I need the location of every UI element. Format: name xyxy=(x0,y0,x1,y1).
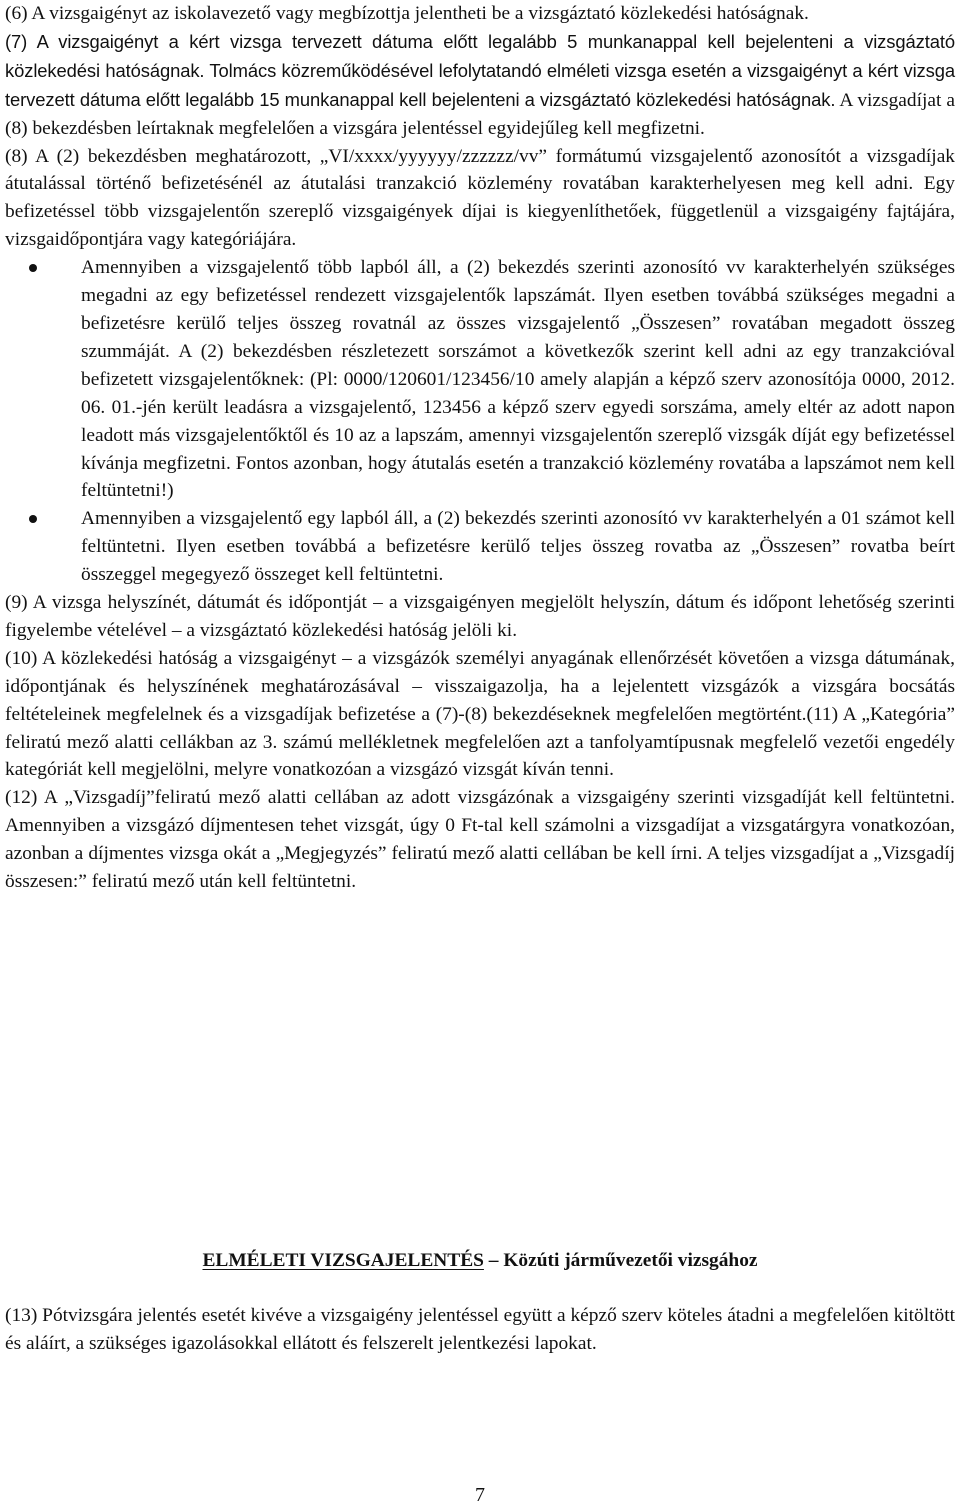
paragraph-6: (6) A vizsgaigényt az iskolavezető vagy megbízottja jelentheti be a vizsgáztató közlekedési hatóságnak. xyxy=(5,3,809,24)
paragraph-13: (13) Pótvizsgára jelentés esetét kivéve a vizsgaigény jelentéssel együtt a képző szerv köteles átadni a megfelelően kitöltött és aláírt, a szükséges igazolásokkal ellátott és felszerelt jelentkezési lapokat. xyxy=(5,1305,955,1354)
section-13 xyxy=(5,1302,955,1358)
section-heading xyxy=(5,1247,955,1275)
bullet-text: Amennyiben a vizsgajelentő több lapból áll, a (2) bekezdés szerinti azonosító vv karakterhelyén szükséges megadni az egy befizetéssel rendezett vizsgajelentők lapszámát. Ilyen esetben továbbá szükséges megadni a befizetésre kerülő teljes összeg rovatnál az összes vizsgajelentő „Összesen” rovatában megadott összeg szummáját. A (2) bekezdésben részletezett sorszámot a következők szerint kell adni az egy tranzakcióval befizetett vizsgajelentőknek: (Pl: 0000/120601/123456/10 amely alapján a képző szerv azonosítója 0000, 2012. 06. 01.-jén került leadásra a vizsgajelentő, 123456 a képző szerv egyedi sorszáma, amely eltér az adott napon leadott más vizsgajelentőktől és 10 az a lapszám, amennyi vizsgajelentőn szereplő vizsgák díját egy befizetéssel kívánja megfizetni. Fontos azonban, hogy átutalás esetén a tranzakció közlemény rovatába a lapszámot nem kell feltüntetni!) xyxy=(81,257,955,502)
bullet-list xyxy=(5,254,955,589)
paragraph-9: (9) A vizsga helyszínét, dátumát és időpontját – a vizsgaigényen megjelölt helyszín, dátum és időpont lehetőség szerinti figyelembe vételével – a vizsgáztató közlekedési hatóság jelöli ki. xyxy=(5,592,955,641)
paragraph-7-serif-part: A vizsgadíjat a (8) bekezdésben leírtaknak megfelelően a vizsgára jelentéssel egyidejűleg kell megfizetni. xyxy=(5,89,955,139)
paragraph-7 xyxy=(5,28,955,143)
paragraph-12: (12) A „Vizsgadíj”feliratú mező alatti cellában az adott vizsgázónak a vizsgaigény szerinti vizsgadíját kell feltüntetni. Amennyiben a vizsgázó díjmentesen tehet vizsgát, úgy 0 Ft-tal kell számolni a vizsgadíjat a vizsgatárgyra vonatkozóan, azonban a díjmentes vizsga okát a „Megjegyzés” feliratú mező alatti cellában be kell írni. A teljes vizsgadíjat a „Vizsgadíj összesen:” feliratú mező után kell feltüntetni. xyxy=(5,787,955,893)
paragraph-7-sans-part: (7) A vizsgaigényt a kért vizsga tervezett dátuma előtt legalább 5 munkanappal kell bejelenteni a vizsgáztató közlekedési hatóságnak. Tolmács közreműködésével lefolytatandó elméleti vizsga esetén a vizsgaigényt a kért vizsga tervezett dátuma előtt legalább 15 munkanappal kell bejelenteni a vizsgáztató közlekedési hatóságnak. xyxy=(5,30,955,110)
document-page xyxy=(5,0,955,1354)
bullet-dot-icon xyxy=(29,515,37,523)
paragraph-10-11: (10) A közlekedési hatóság a vizsgaigényt – a vizsgázók személyi anyagának ellenőrzését követően a vizsga dátumának, időpontjának és helyszínének meghatározásával – visszaigazolja, ha a lejelentett vizsgázók a vizsgára bocsátás feltételeinek megfelelnek és a vizsgadíjak befizetése a (7)-(8) bekezdéseknek megfelelően megtörtént.(11) A „Kategória” feliratú mező alatti cellákban az 3. számú mellékletnek megfelelően azt a tanfolyamtípusnak megfelelő vezetői engedély kategóriát kell megjelölni, melyre vonatkozóan a vizsgázó vizsgát kíván tenni. xyxy=(5,647,955,781)
section-heading-underlined: ELMÉLETI VIZSGAJELENTÉS xyxy=(202,1250,484,1271)
bullet-item xyxy=(5,254,955,505)
page-number: 7 xyxy=(475,1484,485,1506)
bullet-dot-icon xyxy=(29,264,37,272)
paragraph-8: (8) A (2) bekezdésben meghatározott, „VI/xxxx/yyyyyy/zzzzzz/vv” formátumú vizsgajelentő azonosítót a vizsgadíjak átutalással történő befizetésénél az átutalási tranzakció közlemény rovatában karakterhelyesen meg kell adni. Egy befizetéssel több vizsgajelentőn szereplő vizsgaigények díjai is kiegyenlíthetőek, függetlenül a vizsgaigény fajtájára, vizsgaidőpontjára vagy kategóriájára. xyxy=(5,145,955,251)
bullet-text: Amennyiben a vizsgajelentő egy lapból áll, a (2) bekezdés szerinti azonosító vv karakterhelyén a 01 számot kell feltüntetni. Ilyen esetben továbbá a befizetésre kerülő teljes összeg rovatba az „Összesen” rovatba beírt összeggel megegyező összeget kell feltüntetni. xyxy=(81,508,955,586)
section-heading-rest: – Közúti járművezetői vizsgához xyxy=(483,1250,758,1271)
bullet-item xyxy=(5,505,955,589)
